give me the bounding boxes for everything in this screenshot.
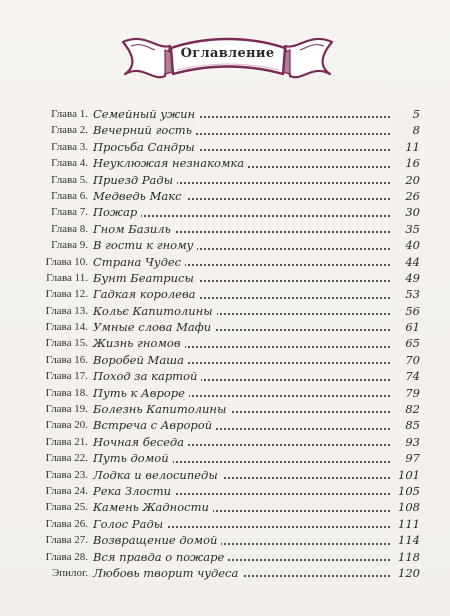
- chapter-label: Эпилог.: [51, 566, 88, 579]
- chapter-label: Глава 20.: [45, 419, 88, 432]
- chapter-label: Глава 11.: [46, 271, 88, 284]
- toc-entry[interactable]: [30, 254, 420, 270]
- chapter-label: Глава 3.: [51, 140, 88, 153]
- toc-entry[interactable]: [30, 467, 420, 483]
- page-number: 108: [392, 499, 420, 515]
- chapter-title[interactable]: Воробей Маша: [93, 352, 188, 368]
- toc-entry[interactable]: [30, 106, 420, 122]
- page-number: 114: [392, 532, 420, 548]
- table-of-contents: [30, 106, 420, 581]
- chapter-label: Глава 27.: [45, 534, 88, 547]
- chapter-label: Глава 9.: [51, 239, 88, 252]
- chapter-title[interactable]: Кольє Капитолины: [93, 303, 217, 319]
- toc-entry[interactable]: [30, 139, 420, 155]
- chapter-label: Глава 21.: [45, 435, 88, 448]
- toc-entry[interactable]: [30, 172, 420, 188]
- chapter-label: Глава 26.: [45, 517, 88, 530]
- chapter-label: Глава 7.: [51, 206, 88, 219]
- chapter-label: Глава 12.: [45, 288, 88, 301]
- toc-entry[interactable]: [30, 155, 420, 171]
- chapter-label: Глава 23.: [45, 468, 88, 481]
- page-number: 118: [392, 549, 420, 565]
- page-number: 74: [392, 368, 420, 384]
- chapter-label: Глава 4.: [51, 157, 88, 170]
- chapter-title[interactable]: Неуклюжая незнакомка: [93, 155, 248, 171]
- page-number: 105: [392, 483, 420, 499]
- chapter-label: Глава 15.: [45, 337, 88, 350]
- page-number: 20: [392, 172, 420, 188]
- page-number: 101: [392, 467, 420, 483]
- chapter-title[interactable]: Река Злости: [93, 483, 175, 499]
- toc-entry[interactable]: [30, 368, 420, 384]
- chapter-label: Глава 2.: [51, 124, 88, 137]
- chapter-title[interactable]: Просьба Сандры: [93, 139, 199, 155]
- chapter-title[interactable]: Жизнь гномов: [93, 335, 185, 351]
- chapter-title[interactable]: Гадкая королева: [93, 286, 200, 302]
- chapter-title[interactable]: Возвращение домой: [93, 532, 221, 548]
- toc-heading: Оглавление: [180, 46, 275, 61]
- chapter-title[interactable]: Вся правда о пожаре: [93, 549, 228, 565]
- chapter-title[interactable]: Страна Чудес: [93, 254, 185, 270]
- chapter-title[interactable]: Голос Рады: [93, 516, 167, 532]
- toc-entry[interactable]: [30, 188, 420, 204]
- chapter-label: Глава 1.: [51, 108, 88, 120]
- chapter-label: Глава 14.: [45, 321, 88, 334]
- page-number: 40: [392, 237, 420, 253]
- chapter-label: Глава 5.: [51, 173, 88, 186]
- toc-entry[interactable]: [30, 401, 420, 417]
- page-number: 85: [392, 417, 420, 433]
- toc-entry[interactable]: [30, 385, 420, 401]
- page-number: 30: [392, 204, 420, 220]
- chapter-title[interactable]: Любовь творит чудеса: [93, 565, 242, 581]
- toc-entry[interactable]: [30, 499, 420, 515]
- chapter-label: Глава 22.: [45, 452, 88, 465]
- chapter-title[interactable]: Бунт Беатрисы: [93, 270, 198, 286]
- chapter-label: Глава 19.: [45, 403, 88, 416]
- toc-entry[interactable]: [30, 122, 420, 138]
- chapter-title[interactable]: Умные слова Мафи: [93, 319, 215, 335]
- title-banner: [115, 20, 340, 98]
- page-number: 111: [392, 516, 420, 532]
- chapter-title[interactable]: Гном Базиль: [93, 221, 175, 237]
- toc-entry[interactable]: [30, 565, 420, 581]
- chapter-label: Глава 16.: [45, 353, 88, 366]
- toc-entry[interactable]: [30, 221, 420, 237]
- toc-entry[interactable]: [30, 532, 420, 548]
- chapter-title[interactable]: Семейный ужин: [93, 106, 199, 122]
- chapter-title[interactable]: Путь домой: [93, 450, 173, 466]
- chapter-title[interactable]: Приезд Рады: [93, 172, 177, 188]
- chapter-title[interactable]: Встреча с Авророй: [93, 417, 216, 433]
- chapter-title[interactable]: Ночная беседа: [93, 434, 188, 450]
- chapter-label: Глава 10.: [45, 255, 88, 268]
- chapter-title[interactable]: Камень Жадности: [93, 499, 213, 515]
- page-number: 16: [392, 155, 420, 171]
- page-number: 44: [392, 254, 420, 270]
- page-number: 26: [392, 188, 420, 204]
- page-number: 5: [392, 106, 420, 122]
- toc-entry[interactable]: [30, 270, 420, 286]
- page-number: 65: [392, 335, 420, 351]
- page-number: 82: [392, 401, 420, 417]
- chapter-title[interactable]: Лодка и велосипеды: [93, 467, 222, 483]
- toc-entry[interactable]: [30, 516, 420, 532]
- chapter-title[interactable]: В гости к гному: [93, 237, 197, 253]
- toc-entry[interactable]: [30, 352, 420, 368]
- toc-entry[interactable]: [30, 286, 420, 302]
- chapter-title[interactable]: Болезнь Капитолины: [93, 401, 230, 417]
- page-number: 61: [392, 319, 420, 335]
- chapter-label: Глава 8.: [51, 222, 88, 235]
- chapter-label: Глава 28.: [45, 550, 88, 563]
- toc-entry[interactable]: [30, 434, 420, 450]
- chapter-title[interactable]: Вечерний гость: [93, 122, 196, 138]
- toc-entry[interactable]: [30, 417, 420, 433]
- page-number: 93: [392, 434, 420, 450]
- page-number: 49: [392, 270, 420, 286]
- toc-entry[interactable]: [30, 319, 420, 335]
- toc-entry[interactable]: [30, 450, 420, 466]
- toc-entry[interactable]: [30, 335, 420, 351]
- page-number: 70: [392, 352, 420, 368]
- toc-entry[interactable]: [30, 204, 420, 220]
- page-number: 53: [392, 286, 420, 302]
- chapter-label: Глава 13.: [45, 304, 88, 317]
- chapter-label: Глава 6.: [51, 189, 88, 202]
- page-number: 79: [392, 385, 420, 401]
- chapter-label: Глава 18.: [45, 386, 88, 399]
- chapter-title[interactable]: Поход за картой: [93, 368, 201, 384]
- toc-entry[interactable]: [30, 483, 420, 499]
- chapter-label: Глава 17.: [45, 370, 88, 383]
- chapter-title[interactable]: Пожар: [93, 204, 141, 220]
- page-number: 97: [392, 450, 420, 466]
- page-number: 56: [392, 303, 420, 319]
- toc-entry[interactable]: [30, 549, 420, 565]
- page-number: 35: [392, 221, 420, 237]
- chapter-title[interactable]: Путь к Авроре: [93, 385, 189, 401]
- page-number: 8: [392, 122, 420, 138]
- page-number: 120: [392, 565, 420, 581]
- toc-entry[interactable]: [30, 237, 420, 253]
- page-number: 11: [392, 139, 420, 155]
- chapter-title[interactable]: Медведь Макс: [93, 188, 186, 204]
- chapter-label: Глава 24.: [45, 484, 88, 497]
- toc-entry[interactable]: [30, 303, 420, 319]
- chapter-label: Глава 25.: [45, 501, 88, 514]
